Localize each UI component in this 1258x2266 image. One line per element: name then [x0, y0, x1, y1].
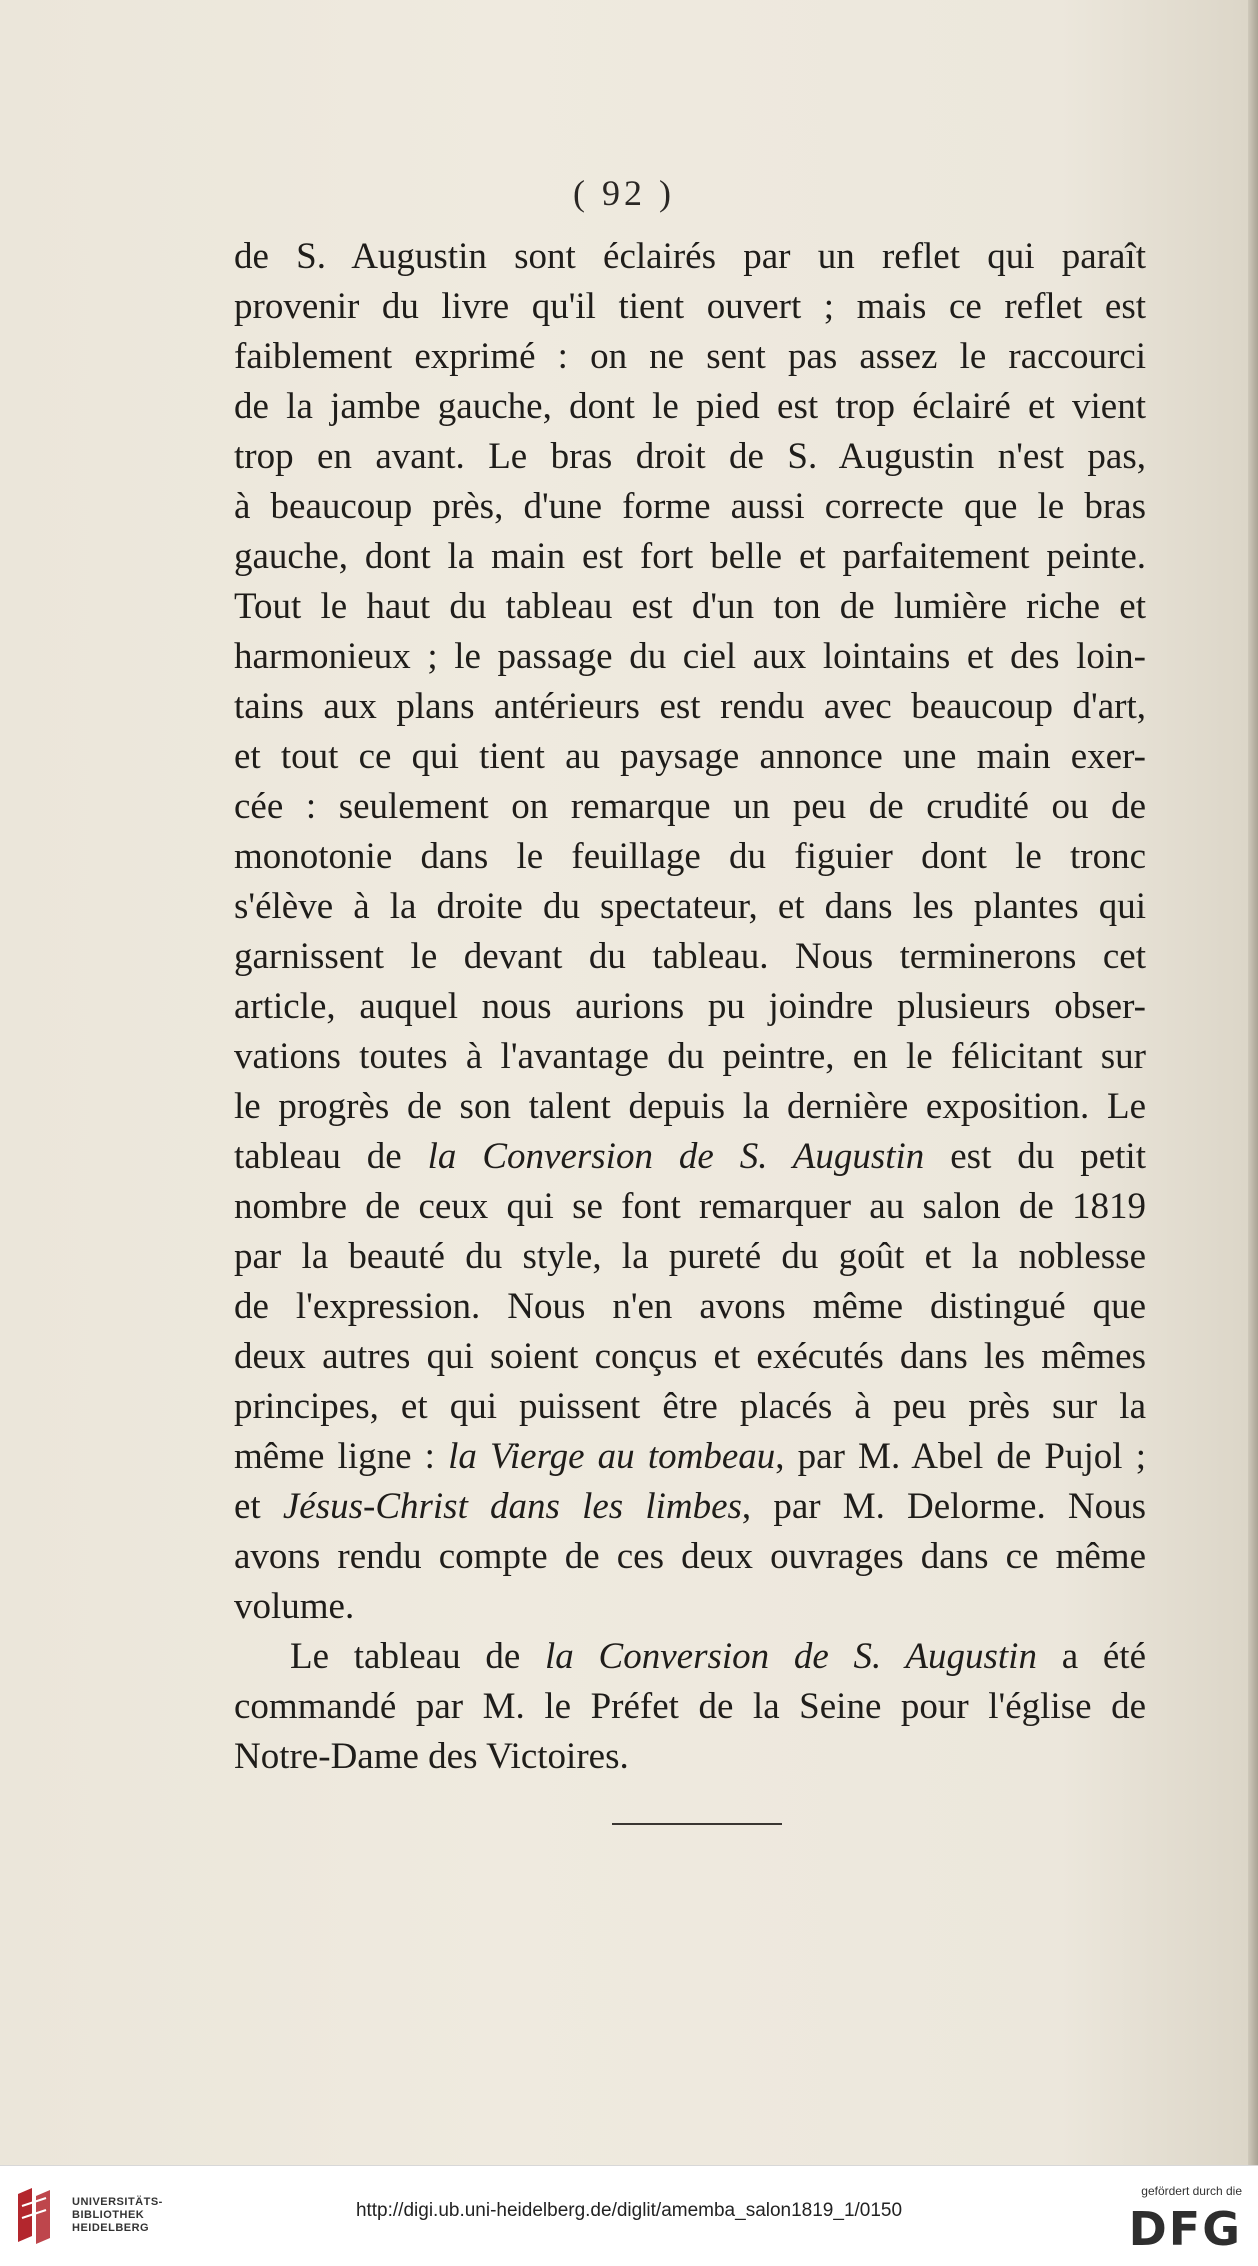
- text-line: article, auquel nous aurions pu joindre plusieurs obser-: [234, 986, 1146, 1027]
- text-line: garnissent le devant du tableau. Nous terminerons cet: [234, 936, 1146, 977]
- text-line: s'élève à la droite du spectateur, et dans les plantes qui: [234, 886, 1146, 927]
- text-line: le progrès de son talent depuis la dernière exposition. Le: [234, 1086, 1146, 1127]
- text-line: nombre de ceux qui se font remarquer au salon de 1819: [234, 1186, 1146, 1227]
- italic-title: la Vierge au tombeau: [448, 1436, 776, 1477]
- body-text: [234, 232, 1146, 1782]
- text-line: Tout le haut du tableau est d'un ton de lumière riche et: [234, 586, 1146, 627]
- text-line: tains aux plans antérieurs est rendu avec beaucoup d'art,: [234, 686, 1146, 727]
- italic-title: la Conversion de S. Augustin: [545, 1636, 1037, 1677]
- text-span: , par M. Abel de Pujol ;: [775, 1436, 1146, 1477]
- text-line: gauche, dont la main est fort belle et parfaitement peinte.: [234, 536, 1146, 577]
- text-line: volume.: [234, 1586, 355, 1627]
- funding-caption: gefördert durch die: [1141, 2184, 1242, 2198]
- text-line: cée : seulement on remarque un peu de crudité ou de: [234, 786, 1146, 827]
- text-line: harmonieux ; le passage du ciel aux lointains et des loin-: [234, 636, 1146, 677]
- text-line: avons rendu compte de ces deux ouvrages dans ce même: [234, 1536, 1146, 1577]
- text-span: est du petit: [924, 1136, 1146, 1177]
- text-line: de la jambe gauche, dont le pied est trop éclairé et vient: [234, 386, 1146, 427]
- italic-title: Jésus-Christ dans les limbes: [282, 1486, 742, 1527]
- dfg-logo: DFG: [1128, 2202, 1242, 2256]
- text-line: de S. Augustin sont éclairés par un reflet qui paraît: [234, 236, 1146, 277]
- text-line: [234, 1632, 1146, 1682]
- text-line: par la beauté du style, la pureté du goût et la noblesse: [234, 1236, 1146, 1277]
- text-span: et: [234, 1486, 283, 1527]
- text-line: trop en avant. Le bras droit de S. Augustin n'est pas,: [234, 436, 1146, 477]
- text-line: deux autres qui soient conçus et exécutés dans les mêmes: [234, 1336, 1146, 1377]
- text-line: [234, 1432, 1146, 1482]
- text-line: et tout ce qui tient au paysage annonce une main exer-: [234, 736, 1146, 777]
- text-span: Le tableau de: [290, 1636, 546, 1677]
- text-span: tableau de: [234, 1136, 428, 1177]
- text-line: monotonie dans le feuillage du figuier dont le tronc: [234, 836, 1146, 877]
- text-line: [234, 1482, 1146, 1532]
- library-name-line: HEIDELBERG: [72, 2222, 150, 2234]
- text-line: provenir du livre qu'il tient ouvert ; mais ce reflet est: [234, 286, 1146, 327]
- section-divider: [612, 1823, 782, 1825]
- page-edge-shadow: [1248, 0, 1258, 2165]
- permalink-url[interactable]: http://digi.ub.uni-heidelberg.de/diglit/amemba_salon1819_1/0150: [355, 2200, 903, 2221]
- text-line: à beaucoup près, d'une forme aussi correcte que le bras: [234, 486, 1146, 527]
- text-span: même ligne :: [234, 1436, 449, 1477]
- text-span: a été: [1036, 1636, 1146, 1677]
- text-line: Notre-Dame des Victoires.: [234, 1736, 629, 1777]
- text-span: , par M. Delorme. Nous: [741, 1486, 1146, 1527]
- text-line: [234, 1132, 1146, 1182]
- text-line: vations toutes à l'avantage du peintre, en le félicitant sur: [234, 1036, 1146, 1077]
- text-line: principes, et qui puissent être placés à peu près sur la: [234, 1386, 1146, 1427]
- text-line: faiblement exprimé : on ne sent pas assez le raccourci: [234, 336, 1146, 377]
- page-number: ( 92 ): [573, 173, 675, 213]
- text-line: commandé par M. le Préfet de la Seine pour l'église de: [234, 1686, 1146, 1727]
- library-name-line: UNIVERSITÄTS-: [72, 2196, 163, 2208]
- viewer-footer: [0, 2165, 1258, 2266]
- italic-title: la Conversion de S. Augustin: [427, 1136, 925, 1177]
- library-name-line: BIBLIOTHEK: [72, 2209, 145, 2221]
- text-line: de l'expression. Nous n'en avons même distingué que: [234, 1286, 1146, 1327]
